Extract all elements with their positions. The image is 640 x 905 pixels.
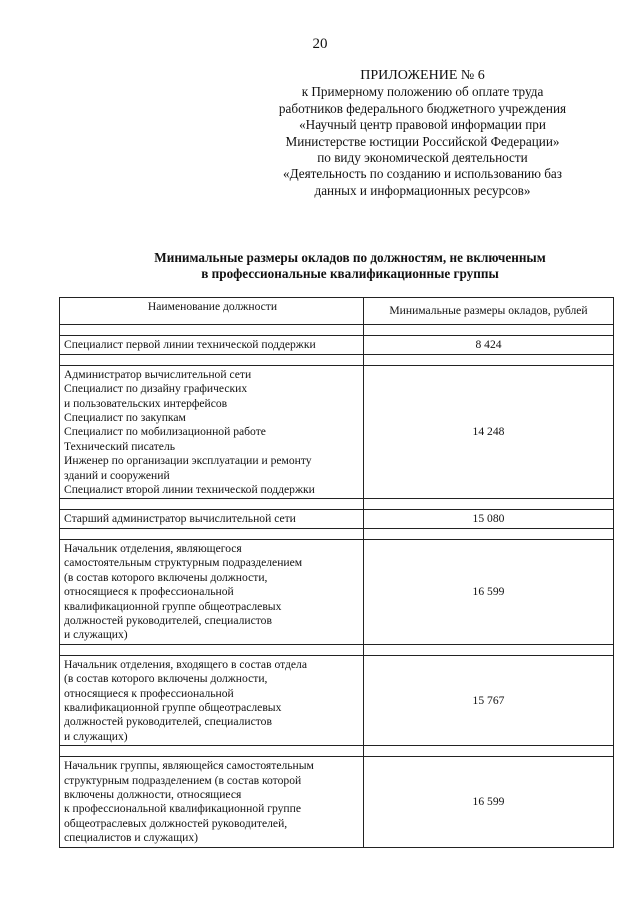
position-name-line: относящиеся к профессиональной: [64, 585, 234, 599]
position-name-line: Специалист первой линии технической поддержки: [64, 338, 316, 352]
page-number: 20: [312, 36, 328, 52]
position-name-line: должностей руководителей, специалистов: [64, 715, 272, 729]
position-name-cell: [60, 655, 364, 745]
position-name-line: общеотраслевых должностей руководителей,: [64, 816, 288, 830]
appendix-line: по виду экономической деятельности: [317, 150, 528, 166]
salary-table-body: [60, 298, 614, 848]
row-spacer: [60, 325, 614, 336]
position-name-line: к профессиональной квалификационной группе: [64, 802, 301, 816]
position-name-line: (в состав которого включены должности,: [64, 672, 268, 686]
spacer-cell: [364, 325, 614, 336]
row-spacer: [60, 746, 614, 757]
position-name-line: Администратор вычислительной сети: [64, 367, 252, 381]
table-row: [60, 510, 614, 528]
position-name-line: (в состав которого включены должности,: [64, 570, 268, 584]
row-spacer: [60, 528, 614, 539]
spacer-cell: [364, 499, 614, 510]
position-name-line: Специалист по мобилизационной работе: [64, 425, 266, 439]
position-name-line: структурным подразделением (в состав которой: [64, 773, 302, 787]
table-header-row: [60, 298, 614, 325]
salary-value: 14 248: [364, 365, 614, 499]
spacer-cell: [364, 354, 614, 365]
table-row: [60, 757, 614, 847]
appendix-header: [250, 68, 595, 199]
position-name-cell: [60, 539, 364, 644]
spacer-cell: [60, 528, 364, 539]
position-name-line: Старший администратор вычислительной сети: [64, 512, 296, 526]
header-position: Наименование должности: [60, 298, 364, 325]
position-name-cell: [60, 757, 364, 847]
position-name-line: Специалист второй линии технической поддержки: [64, 483, 315, 497]
salary-value: 15 080: [364, 510, 614, 528]
salary-value: 15 767: [364, 655, 614, 745]
spacer-cell: [60, 499, 364, 510]
position-name-line: специалистов и служащих): [64, 831, 198, 845]
row-spacer: [60, 499, 614, 510]
position-name-line: Инженер по организации эксплуатации и ремонту: [64, 454, 312, 468]
position-name-line: Специалист по дизайну графических: [64, 382, 248, 396]
position-name-line: зданий и сооружений: [64, 468, 170, 482]
appendix-line: данных и информационных ресурсов»: [314, 182, 531, 198]
appendix-line: ПРИЛОЖЕНИЕ № 6: [360, 68, 485, 83]
position-name-cell: [60, 365, 364, 499]
appendix-line: Министерстве юстиции Российской Федерации»: [285, 133, 560, 149]
position-name-line: Начальник группы, являющейся самостоятельным: [64, 759, 314, 773]
spacer-cell: [60, 746, 364, 757]
position-name-line: относящиеся к профессиональной: [64, 686, 234, 700]
header-salary: Минимальные размеры окладов, рублей: [364, 298, 614, 325]
position-name-line: Начальник отделения, входящего в состав отдела: [64, 657, 307, 671]
row-spacer: [60, 644, 614, 655]
position-name-line: и пользовательских интерфейсов: [64, 396, 228, 410]
spacer-cell: [60, 644, 364, 655]
spacer-cell: [364, 528, 614, 539]
salary-value: 8 424: [364, 336, 614, 354]
position-name-line: квалификационной группе общеотраслевых: [64, 599, 282, 613]
spacer-cell: [60, 325, 364, 336]
title-line: Минимальные размеры окладов по должностям, не включенным: [154, 250, 546, 265]
position-name-line: квалификационной группе общеотраслевых: [64, 700, 282, 714]
spacer-cell: [364, 746, 614, 757]
table-row: [60, 365, 614, 499]
title-line: в профессиональные квалификационные группы: [201, 266, 499, 281]
appendix-line: «Научный центр правовой информации при: [299, 117, 546, 133]
position-name-cell: [60, 510, 364, 528]
position-name-line: Технический писатель: [64, 439, 176, 453]
position-name-line: включены должности, относящиеся: [64, 787, 242, 801]
salary-value: 16 599: [364, 757, 614, 847]
position-name-line: должностей руководителей, специалистов: [64, 613, 272, 627]
document-title: [60, 250, 640, 282]
position-name-line: и служащих): [64, 628, 128, 642]
position-name-line: самостоятельным структурным подразделением: [64, 556, 303, 570]
position-name-line: Специалист по закупкам: [64, 411, 186, 425]
table-row: [60, 655, 614, 745]
position-name-cell: [60, 336, 364, 354]
position-name-line: Начальник отделения, являющегося: [64, 541, 242, 555]
salary-table: [59, 297, 614, 848]
spacer-cell: [364, 644, 614, 655]
salary-value: 16 599: [364, 539, 614, 644]
position-name-line: и служащих): [64, 729, 128, 743]
table-row: [60, 336, 614, 354]
appendix-line: «Деятельность по созданию и использованию баз: [283, 166, 562, 182]
table-row: [60, 539, 614, 644]
spacer-cell: [60, 354, 364, 365]
row-spacer: [60, 354, 614, 365]
appendix-line: работников федерального бюджетного учреждения: [278, 100, 567, 116]
appendix-line: к Примерному положению об оплате труда: [301, 84, 544, 100]
